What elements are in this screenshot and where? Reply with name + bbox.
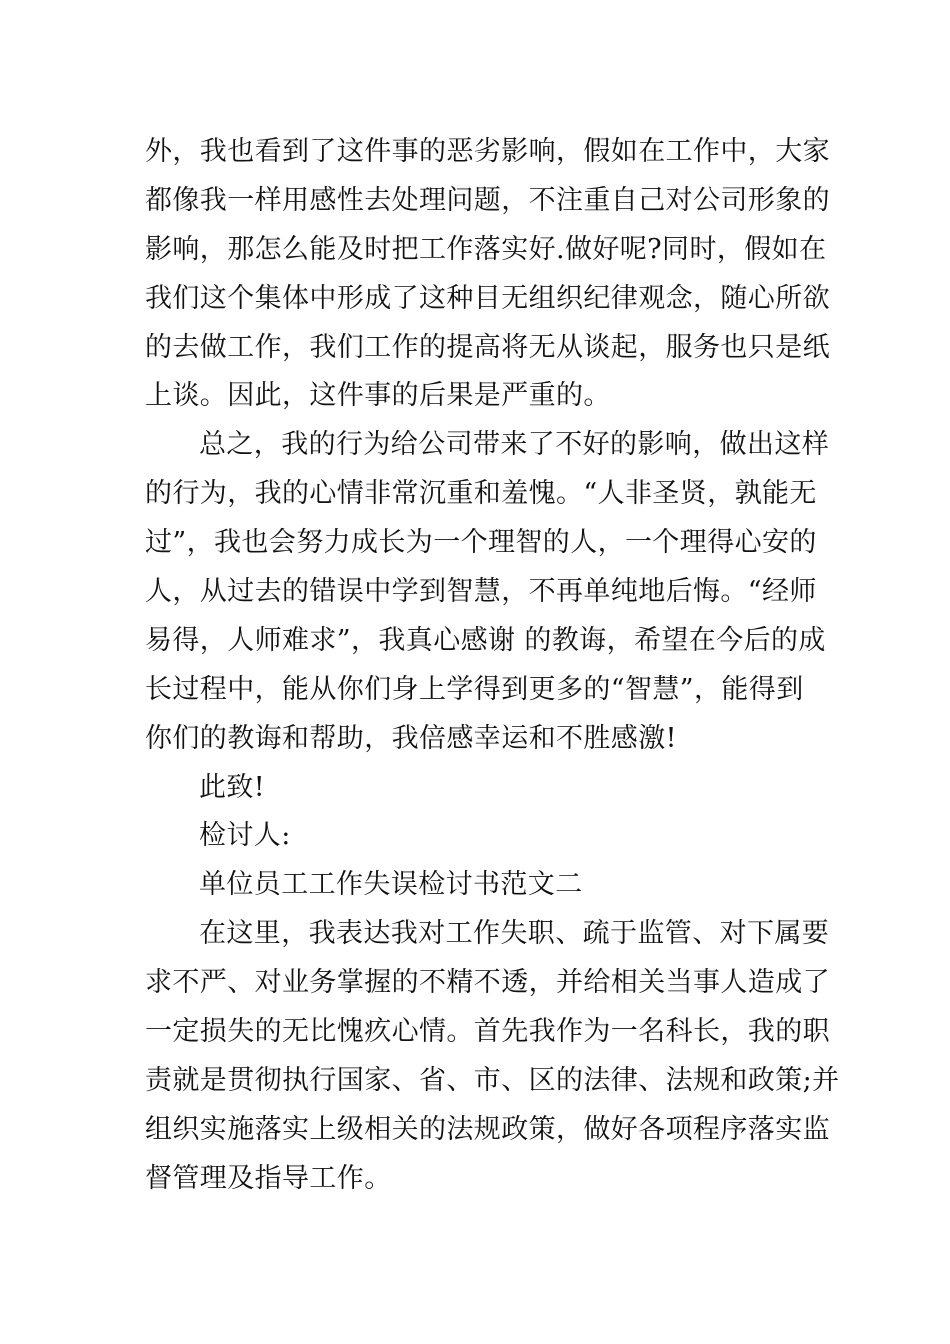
text-line: 影响，那怎么能及时把工作落实好.做好呢?同时，假如在	[145, 233, 827, 265]
paragraph-start-line: 在这里，我表达我对工作失职、疏于监管、对下属要	[199, 918, 830, 950]
section-title: 单位员工工作失误检讨书范文二	[199, 869, 583, 901]
text-line: 的去做工作，我们工作的提高将无从谈起，服务也只是纸	[145, 331, 830, 363]
signature-label: 检讨人:	[199, 820, 291, 852]
text-line: 组织实施落实上级相关的法规政策，做好各项程序落实监	[145, 1113, 830, 1145]
document-body	[145, 128, 840, 1204]
text-line: 过”，我也会努力成长为一个理智的人，一个理得心安的	[145, 527, 817, 559]
text-line: 你们的教诲和帮助，我倍感幸运和不胜感激!	[145, 722, 677, 754]
text-line: 督管理及指导工作。	[145, 1162, 392, 1194]
text-line: 一定损失的无比愧疚心情。首先我作为一名科长，我的职	[145, 1016, 830, 1048]
text-line: 易得，人师难求”，我真心感谢 的教诲，希望在今后的成	[145, 624, 826, 656]
text-line: 责就是贯彻执行国家、省、市、区的法律、法规和政策;并	[145, 1064, 840, 1096]
text-line: 我们这个集体中形成了这种目无组织纪律观念，随心所欲	[145, 282, 830, 314]
paragraph-start-line: 总之，我的行为给公司带来了不好的影响，做出这样	[199, 429, 830, 461]
text-line: 人，从过去的错误中学到智慧，不再单纯地后悔。“经师	[145, 576, 817, 608]
text-line: 上谈。因此，这件事的后果是严重的。	[145, 380, 611, 412]
salutation-line: 此致!	[199, 771, 266, 803]
text-line: 长过程中，能从你们身上学得到更多的“智慧”，能得到	[145, 673, 804, 705]
text-line: 求不严、对业务掌握的不精不透，并给相关当事人造成了	[145, 967, 830, 999]
text-line: 的行为，我的心情非常沉重和羞愧。“人非圣贤，孰能无	[145, 478, 817, 510]
text-line: 都像我一样用感性去处理问题，不注重自己对公司形象的	[145, 184, 830, 216]
text-line: 外，我也看到了这件事的恶劣影响，假如在工作中，大家	[145, 136, 830, 167]
